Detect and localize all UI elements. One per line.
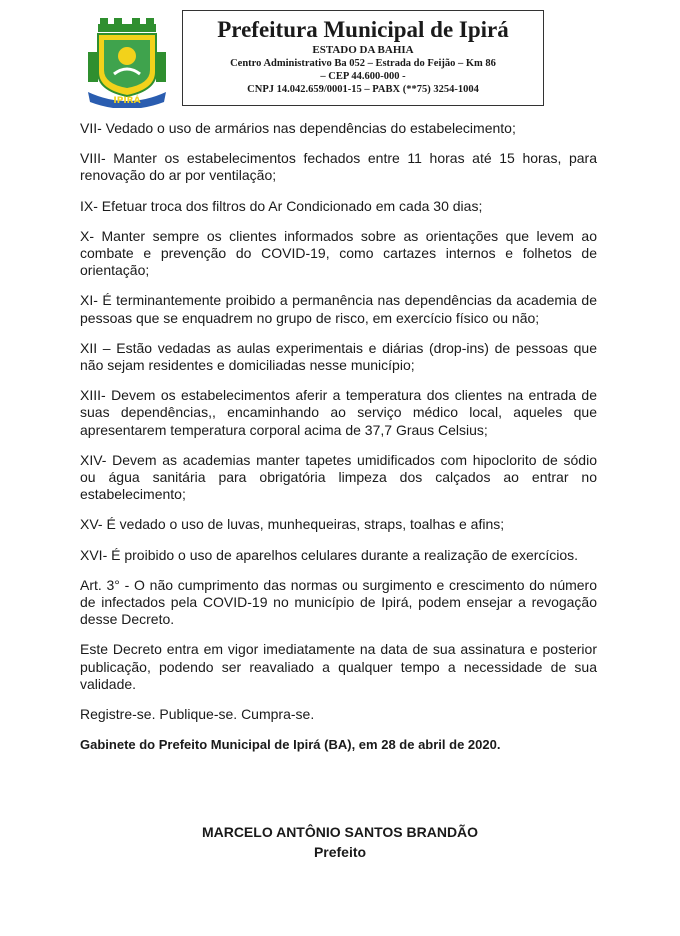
signatory-role: Prefeito	[313, 844, 367, 860]
municipal-crest-logo	[84, 16, 170, 108]
paragraph-xv: XV- É vedado o uso de luvas, munhequeiras, straps, toalhas e afins;	[80, 516, 505, 533]
paragraph-xi: XI- É terminantemente proibido a permanência nas dependências da academia de pessoas que se enquadrem no grupo de risco, em exercício físico ou não;	[80, 292, 597, 326]
letterhead-box	[182, 10, 544, 106]
paragraph-xiii: XIII- Devem os estabelecimentos aferir a temperatura dos clientes na entrada de suas dependências,, encaminhando ao serviço médico local, aqueles que apresentarem temperatura corporal acima de 37,7 Graus Celsius;	[80, 387, 597, 438]
crest-banner-text: IPIRÁ	[113, 96, 141, 106]
signatory-name: MARCELO ANTÔNIO SANTOS BRANDÃO	[201, 824, 479, 840]
place-and-date: Gabinete do Prefeito Municipal de Ipirá (BA), em 28 de abril de 2020.	[80, 737, 501, 753]
paragraph-xii: XII – Estão vedadas as aulas experimentais e diárias (drop-ins) de pessoas que não sejam residentes e domiciliadas nesse município;	[80, 339, 597, 374]
paragraph-x: X- Manter sempre os clientes informados sobre as orientações que levem ao combate e prevenção do COVID-19, como cartazes internos e folhetos de orientação;	[80, 227, 597, 279]
state-line: ESTADO DA BAHIA	[312, 44, 414, 56]
paragraph-vii: VII- Vedado o uso de armários nas dependências do estabelecimento;	[80, 120, 516, 136]
paragraph-viii: VIII- Manter os estabelecimentos fechados entre 11 horas até 15 horas, para renovação do ar por ventilação;	[80, 150, 597, 184]
paragraph-ix: IX- Efetuar troca dos filtros do Ar Condicionado em cada 30 dias;	[80, 197, 483, 214]
signature-block	[0, 822, 680, 862]
cep-line: – CEP 44.600-000 -	[320, 71, 406, 82]
letterhead	[84, 10, 564, 110]
cnpj-line: CNPJ 14.042.659/0001-15 – PABX (**75) 3254-1004	[247, 84, 479, 95]
municipality-title: Prefeitura Municipal de Ipirá	[217, 17, 509, 42]
article-3: Art. 3° - O não cumprimento das normas ou surgimento e crescimento do número de infectados pela COVID-19 no município de Ipirá, podem ensejar a revogação desse Decreto.	[80, 576, 597, 628]
effective-clause: Este Decreto entra em vigor imediatamente na data de sua assinatura e posterior publicação, podendo ser reavaliado a qualquer tempo a necessidade de sua validade.	[80, 641, 597, 692]
address-line: Centro Administrativo Ba 052 – Estrada do Feijão – Km 86	[230, 58, 496, 69]
paragraph-xvi: XVI- É proibido o uso de aparelhos celulares durante a realização de exercícios.	[80, 546, 579, 563]
paragraph-xiv: XIV- Devem as academias manter tapetes umidificados com hipoclorito de sódio ou água sanitária para obrigatória limpeza dos calçados ao entrar no estabelecimento;	[80, 451, 597, 503]
closing-formula: Registre-se. Publique-se. Cumpra-se.	[80, 706, 315, 723]
decree-body	[80, 120, 597, 753]
